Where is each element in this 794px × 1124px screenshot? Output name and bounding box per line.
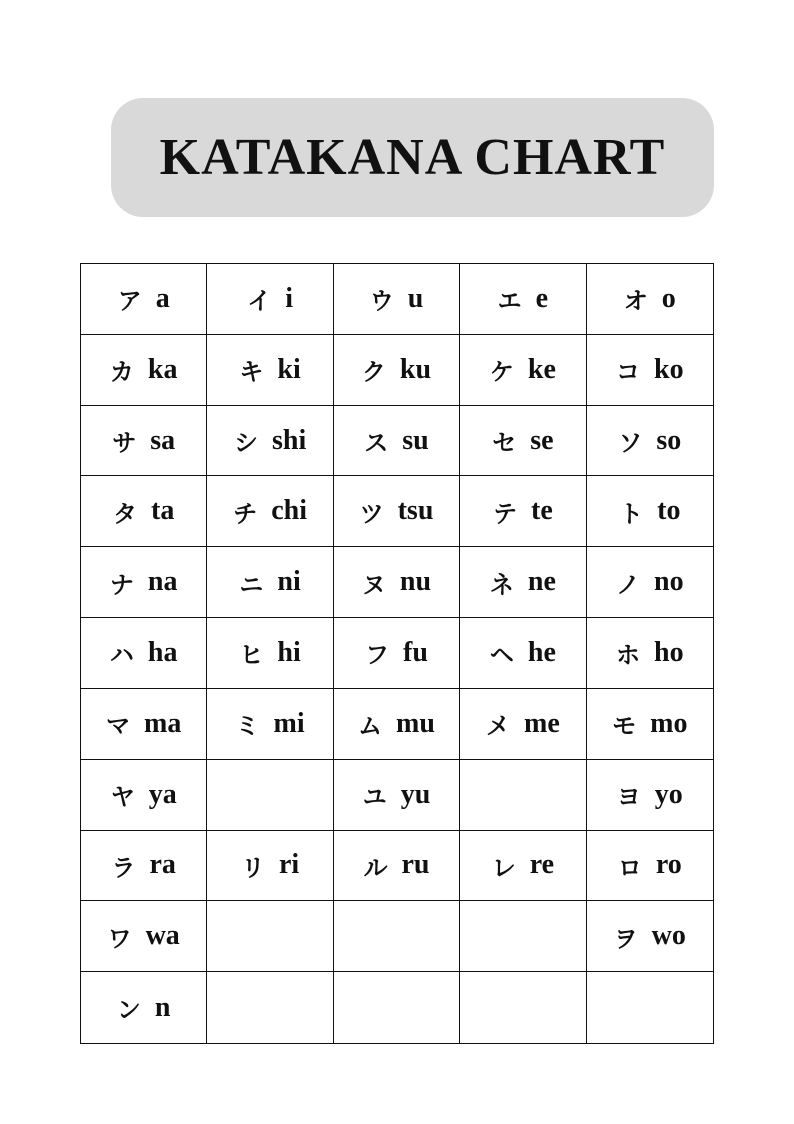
kana-character: イ: [247, 287, 272, 316]
kana-character: ミ: [235, 712, 260, 741]
chart-cell: [334, 547, 460, 618]
romaji-reading: na: [147, 566, 178, 598]
chart-cell: [587, 760, 713, 831]
kana-character: ノ: [616, 570, 640, 599]
romaji-reading: ta: [151, 495, 175, 527]
romaji-reading: e: [535, 282, 549, 314]
kana-character: ユ: [362, 783, 387, 812]
romaji-reading: fu: [403, 636, 428, 668]
chart-cell: [334, 476, 460, 547]
kana-character: ム: [358, 712, 383, 741]
romaji-reading: yu: [400, 778, 431, 810]
kana-character: ホ: [616, 641, 640, 670]
kana-character: レ: [491, 853, 516, 882]
chart-cell: [334, 264, 460, 335]
romaji-reading: ka: [147, 353, 178, 385]
kana-character: ス: [364, 429, 389, 458]
kana-character: ケ: [489, 358, 514, 387]
kana-character: ナ: [109, 570, 134, 599]
kana-character: ニ: [239, 570, 264, 599]
chart-cell-empty: [207, 901, 333, 972]
romaji-reading: hi: [277, 636, 301, 668]
romaji-reading: ko: [654, 353, 684, 385]
chart-cell-empty: [334, 901, 460, 972]
chart-cell: [81, 689, 207, 760]
romaji-reading: mu: [396, 707, 435, 739]
chart-cell: [81, 618, 207, 689]
chart-cell-empty: [207, 972, 333, 1043]
chart-cell: [587, 264, 713, 335]
chart-cell: [81, 264, 207, 335]
romaji-reading: wa: [145, 920, 180, 952]
romaji-reading: u: [407, 282, 424, 314]
romaji-reading: me: [524, 707, 560, 739]
chart-cell: [587, 406, 713, 477]
kana-character: セ: [492, 429, 517, 458]
kana-character: サ: [112, 429, 137, 458]
kana-character: ル: [363, 853, 388, 882]
chart-cell: [460, 831, 586, 902]
chart-cell-empty: [460, 760, 586, 831]
kana-character: エ: [497, 287, 522, 316]
chart-cell: [207, 406, 333, 477]
chart-cell: [587, 901, 713, 972]
kana-character: モ: [612, 712, 637, 741]
chart-cell: [207, 547, 333, 618]
chart-cell: [460, 335, 586, 406]
chart-cell: [334, 335, 460, 406]
romaji-reading: mi: [273, 707, 305, 739]
chart-cell: [460, 406, 586, 477]
romaji-reading: ra: [149, 849, 176, 881]
romaji-reading: ke: [527, 353, 556, 385]
chart-cell-empty: [460, 972, 586, 1043]
romaji-reading: su: [402, 424, 429, 456]
kana-character: ヘ: [489, 641, 514, 670]
romaji-reading: chi: [271, 495, 307, 527]
romaji-reading: shi: [271, 424, 307, 456]
chart-cell: [587, 547, 713, 618]
romaji-reading: mo: [650, 707, 688, 739]
chart-cell: [81, 831, 207, 902]
kana-character: テ: [493, 499, 517, 528]
chart-cell: [81, 406, 207, 477]
romaji-reading: he: [527, 636, 556, 668]
romaji-reading: tsu: [397, 495, 434, 527]
romaji-reading: re: [529, 849, 555, 881]
kana-character: オ: [623, 287, 648, 316]
page-title: KATAKANA CHART: [159, 129, 666, 186]
title-banner: [111, 98, 714, 217]
chart-cell: [207, 689, 333, 760]
romaji-reading: ya: [148, 778, 177, 810]
kana-character: ン: [116, 996, 141, 1025]
kana-character: ヲ: [613, 924, 638, 953]
chart-cell: [587, 831, 713, 902]
chart-cell: [587, 689, 713, 760]
chart-cell: [460, 689, 586, 760]
chart-cell-empty: [460, 901, 586, 972]
kana-character: ウ: [369, 287, 394, 316]
romaji-reading: wo: [651, 920, 686, 952]
chart-cell-empty: [207, 760, 333, 831]
chart-cell: [207, 831, 333, 902]
katakana-chart-grid: [80, 263, 714, 1044]
chart-cell: [587, 618, 713, 689]
kana-character: ハ: [109, 641, 134, 670]
chart-cell: [587, 335, 713, 406]
romaji-reading: n: [154, 991, 171, 1023]
romaji-reading: ma: [144, 707, 182, 739]
chart-cell: [460, 547, 586, 618]
kana-character: カ: [109, 358, 134, 387]
romaji-reading: a: [155, 282, 170, 314]
kana-character: ヨ: [616, 783, 641, 812]
kana-character: シ: [233, 429, 258, 458]
chart-cell: [334, 406, 460, 477]
romaji-reading: ku: [399, 353, 432, 385]
romaji-reading: ha: [147, 636, 178, 668]
kana-character: ソ: [618, 429, 643, 458]
kana-character: キ: [239, 358, 264, 387]
kana-character: ク: [361, 358, 386, 387]
romaji-reading: ho: [654, 636, 684, 668]
chart-cell: [334, 689, 460, 760]
chart-cell: [334, 831, 460, 902]
kana-character: コ: [616, 358, 640, 387]
romaji-reading: no: [654, 566, 684, 598]
romaji-reading: to: [657, 495, 681, 527]
romaji-reading: ri: [278, 849, 300, 881]
kana-character: ロ: [617, 853, 642, 882]
chart-cell: [81, 760, 207, 831]
chart-cell: [207, 476, 333, 547]
kana-character: メ: [486, 712, 510, 741]
chart-cell-empty: [587, 972, 713, 1043]
romaji-reading: nu: [399, 566, 432, 598]
chart-cell: [207, 618, 333, 689]
romaji-reading: te: [531, 495, 553, 527]
chart-cell: [334, 760, 460, 831]
romaji-reading: ru: [401, 849, 430, 881]
chart-cell: [334, 618, 460, 689]
chart-cell: [81, 476, 207, 547]
romaji-reading: ki: [277, 353, 301, 385]
kana-character: ラ: [111, 853, 136, 882]
romaji-reading: yo: [654, 778, 683, 810]
chart-cell-empty: [334, 972, 460, 1043]
kana-character: ネ: [489, 570, 514, 599]
chart-cell: [207, 335, 333, 406]
romaji-reading: so: [656, 424, 682, 456]
romaji-reading: ro: [655, 849, 682, 881]
romaji-reading: o: [661, 282, 676, 314]
romaji-reading: ni: [277, 566, 301, 598]
kana-character: ト: [619, 499, 644, 528]
kana-character: タ: [113, 499, 138, 528]
kana-character: ワ: [107, 924, 132, 953]
kana-character: ヤ: [110, 783, 135, 812]
kana-character: チ: [233, 499, 258, 528]
romaji-reading: i: [285, 282, 293, 314]
kana-character: ヒ: [239, 641, 264, 670]
chart-cell: [81, 972, 207, 1043]
chart-cell: [81, 335, 207, 406]
romaji-reading: sa: [150, 424, 176, 456]
chart-cell: [460, 476, 586, 547]
kana-character: マ: [106, 712, 131, 741]
chart-cell: [81, 547, 207, 618]
chart-cell: [207, 264, 333, 335]
chart-cell: [460, 264, 586, 335]
chart-cell: [81, 901, 207, 972]
kana-character: ア: [117, 287, 142, 316]
kana-character: リ: [240, 853, 265, 882]
chart-cell: [460, 618, 586, 689]
romaji-reading: se: [530, 424, 554, 456]
kana-character: ツ: [359, 499, 384, 528]
kana-character: フ: [365, 641, 390, 670]
romaji-reading: ne: [527, 566, 556, 598]
kana-character: ヌ: [361, 570, 386, 599]
chart-cell: [587, 476, 713, 547]
